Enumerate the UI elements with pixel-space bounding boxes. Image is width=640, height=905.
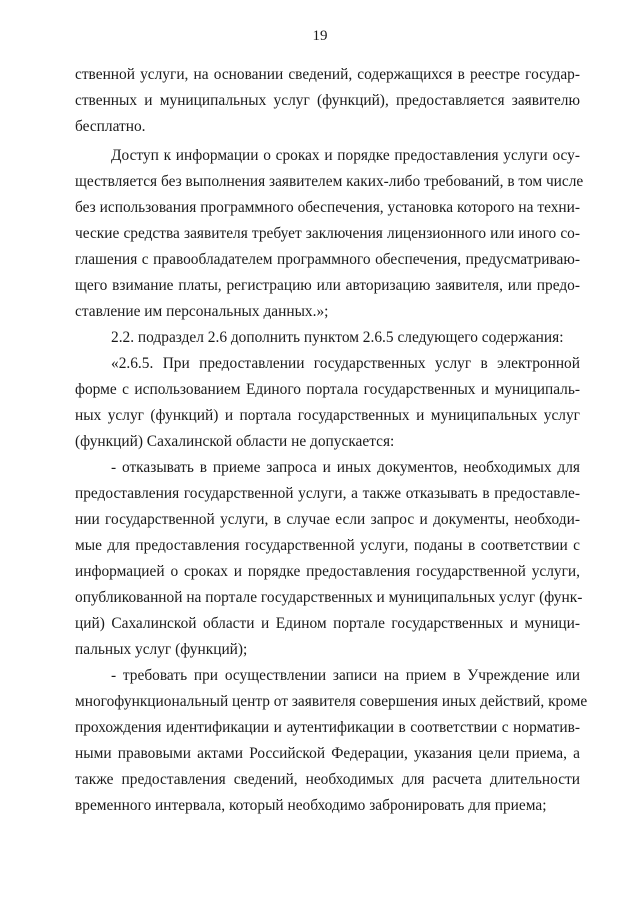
text-line: опубликованной на портале государственных и муниципальных услуг (функ- [75, 589, 583, 606]
text-line: также предоставления сведений, необходимых для расчета длительности [75, 771, 580, 788]
text-line: временного интервала, который необходимо забронировать для приема; [75, 797, 547, 814]
text-line: - отказывать в приеме запроса и иных документов, необходимых для [111, 459, 580, 476]
page-number: 19 [312, 28, 328, 44]
text-line: ставление им персональных данных.»; [75, 303, 329, 320]
text-line: ществляется без выполнения заявителем каких-либо требований, в том числе [75, 173, 584, 190]
text-line: предоставления государственной услуги, а также отказывать в предоставле- [75, 485, 580, 502]
text-line: 2.2. подраздел 2.6 дополнить пунктом 2.6.5 следующего содержания: [111, 329, 564, 346]
text-line: прохождения идентификации и аутентификации в соответствии с норматив- [75, 719, 580, 736]
text-line: ческие средства заявителя требует заключения лицензионного или иного со- [75, 225, 580, 242]
text-line: ными правовыми актами Российской Федерации, указания цели приема, а [75, 745, 580, 762]
text-line: нии государственной услуги, в случае если запрос и документы, необходи- [75, 511, 580, 528]
text-line: ственной услуги, на основании сведений, содержащихся в реестре государ- [75, 66, 580, 83]
text-line: бесплатно. [75, 118, 146, 135]
text-line: ственных и муниципальных услуг (функций), предоставляется заявителю [75, 92, 580, 109]
text-line: - требовать при осуществлении записи на прием в Учреждение или [111, 667, 580, 684]
text-line: глашения с правообладателем программного обеспечения, предусматриваю- [75, 251, 580, 268]
text-line: мые для предоставления государственной услуги, поданы в соответствии с [75, 537, 580, 554]
text-line: многофункциональный центр от заявителя совершения иных действий, кроме [75, 693, 588, 710]
text-line: ных услуг (функций) и портала государственных и муниципальных услуг [75, 407, 580, 424]
text-line: «2.6.5. При предоставлении государственных услуг в электронной [111, 355, 580, 372]
text-line: Доступ к информации о сроках и порядке предоставления услуги осу- [111, 147, 580, 164]
text-line: ций) Сахалинской области и Едином портале государственных и муници- [75, 615, 580, 632]
text-line: форме с использованием Единого портала государственных и муниципаль- [75, 381, 580, 398]
text-line: (функций) Сахалинской области не допускается: [75, 433, 395, 450]
text-line: щего взимание платы, регистрацию или авторизацию заявителя, или предо- [75, 277, 580, 294]
text-line: информацией о сроках и порядке предоставления государственной услуги, [75, 563, 580, 580]
text-line: без использования программного обеспечения, установка которого на техни- [75, 199, 580, 216]
text-line: пальных услуг (функций); [75, 641, 248, 658]
